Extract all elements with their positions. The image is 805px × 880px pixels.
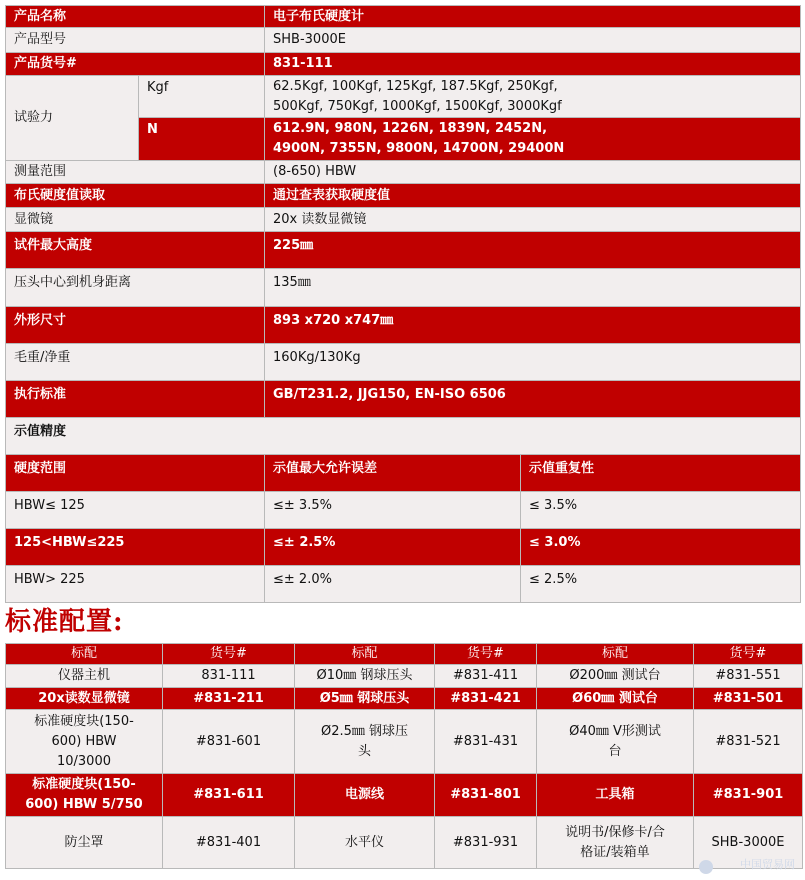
config-item: 20x读数显微镜 [6, 688, 163, 710]
accuracy-header-row [6, 455, 801, 492]
accuracy-row [6, 492, 801, 529]
config-item: 标准硬度块(150- 600) HBW 10/3000 [6, 710, 163, 774]
size-label: 外形尺寸 [6, 307, 265, 344]
config-row [6, 774, 803, 817]
kgf-value: 62.5Kgf, 100Kgf, 125Kgf, 187.5Kgf, 250Kgf, 500Kgf, 750Kgf, 1000Kgf, 1500Kgf, 3000Kgf [265, 76, 801, 118]
acc-error: ≤± 3.5% [265, 492, 521, 529]
config-row [6, 710, 803, 774]
config-table [5, 643, 803, 869]
config-item: 工具箱 [537, 774, 694, 817]
config-item: 说明书/保修卡/合 格证/装箱单 [537, 817, 694, 869]
config-item: 标准硬度块(150- 600) HBW 5/750 [6, 774, 163, 817]
weight-label: 毛重/净重 [6, 344, 265, 381]
height-value: 225㎜ [265, 232, 801, 269]
force-label: 试验力 [6, 76, 139, 161]
config-code: #831-401 [163, 817, 295, 869]
config-header-row [6, 644, 803, 665]
config-row [6, 665, 803, 688]
config-item: Ø2.5㎜ 钢球压 头 [295, 710, 435, 774]
config-code: #831-901 [694, 774, 803, 817]
spec-table [5, 5, 801, 603]
accuracy-title-row [6, 418, 801, 455]
weight-value: 160Kg/130Kg [265, 344, 801, 381]
name-value: 电子布氏硬度计 [265, 6, 801, 28]
config-header-cell: 货号# [435, 644, 537, 665]
acc-header-error: 示值最大允许误差 [265, 455, 521, 492]
watermark-logo-icon [699, 860, 713, 874]
config-code: #831-421 [435, 688, 537, 710]
config-code: 831-111 [163, 665, 295, 688]
config-code: #831-801 [435, 774, 537, 817]
config-code: #831-521 [694, 710, 803, 774]
config-header-cell: 标配 [295, 644, 435, 665]
model-label: 产品型号 [6, 28, 265, 53]
config-code: #831-931 [435, 817, 537, 869]
standard-value: GB/T231.2, JJG150, EN-ISO 6506 [265, 381, 801, 418]
config-item: Ø60㎜ 测试台 [537, 688, 694, 710]
config-code: #831-611 [163, 774, 295, 817]
acc-range: 125<HBW≤225 [6, 529, 265, 566]
acc-repeat: ≤ 3.0% [521, 529, 801, 566]
config-item: Ø10㎜ 钢球压头 [295, 665, 435, 688]
acc-repeat: ≤ 3.5% [521, 492, 801, 529]
height-label: 试件最大高度 [6, 232, 265, 269]
item-label: 产品货号# [6, 53, 265, 76]
spec-row-micro [6, 208, 801, 232]
config-row [6, 817, 803, 869]
reading-value: 通过查表获取硬度值 [265, 184, 801, 208]
config-code: #831-501 [694, 688, 803, 710]
watermark: 中国贸易网 [740, 858, 795, 871]
config-item: Ø5㎜ 钢球压头 [295, 688, 435, 710]
config-code: #831-411 [435, 665, 537, 688]
micro-label: 显微镜 [6, 208, 265, 232]
acc-error: ≤± 2.0% [265, 566, 521, 603]
range-label: 测量范围 [6, 161, 265, 184]
n-value: 612.9N, 980N, 1226N, 1839N, 2452N, 4900N, 7355N, 9800N, 14700N, 29400N [265, 118, 801, 161]
acc-error: ≤± 2.5% [265, 529, 521, 566]
accuracy-row [6, 566, 801, 603]
spec-row-height [6, 232, 801, 269]
spec-row-range [6, 161, 801, 184]
model-value: SHB-3000E [265, 28, 801, 53]
standard-config-heading: 标准配置: [5, 607, 124, 637]
range-value: (8-650) HBW [265, 161, 801, 184]
config-item: Ø200㎜ 测试台 [537, 665, 694, 688]
config-code: SHB-3000E [694, 817, 803, 869]
n-label: N [139, 118, 265, 161]
micro-value: 20x 读数显微镜 [265, 208, 801, 232]
reading-label: 布氏硬度值读取 [6, 184, 265, 208]
config-code: #831-431 [435, 710, 537, 774]
acc-range: HBW> 225 [6, 566, 265, 603]
config-code: #831-211 [163, 688, 295, 710]
spec-row-kgf [6, 76, 801, 118]
config-header-cell: 标配 [537, 644, 694, 665]
kgf-label: Kgf [139, 76, 265, 118]
acc-header-repeat: 示值重复性 [521, 455, 801, 492]
accuracy-title: 示值精度 [6, 418, 801, 455]
spec-row-name [6, 6, 801, 28]
config-item: 防尘罩 [6, 817, 163, 869]
spec-row-size [6, 307, 801, 344]
spec-row-item [6, 53, 801, 76]
config-item: 水平仪 [295, 817, 435, 869]
acc-repeat: ≤ 2.5% [521, 566, 801, 603]
standard-label: 执行标准 [6, 381, 265, 418]
config-header-cell: 货号# [694, 644, 803, 665]
distance-label: 压头中心到机身距离 [6, 269, 265, 307]
config-item: Ø40㎜ V形测试 台 [537, 710, 694, 774]
config-item: 电源线 [295, 774, 435, 817]
item-value: 831-111 [265, 53, 801, 76]
config-header-cell: 货号# [163, 644, 295, 665]
size-value: 893 x720 x747㎜ [265, 307, 801, 344]
acc-header-range: 硬度范围 [6, 455, 265, 492]
spec-row-model [6, 28, 801, 53]
config-header-cell: 标配 [6, 644, 163, 665]
accuracy-row [6, 529, 801, 566]
spec-row-standard [6, 381, 801, 418]
config-item: 仪器主机 [6, 665, 163, 688]
config-row [6, 688, 803, 710]
config-code: #831-601 [163, 710, 295, 774]
name-label: 产品名称 [6, 6, 265, 28]
spec-row-distance [6, 269, 801, 307]
spec-row-reading [6, 184, 801, 208]
spec-row-weight [6, 344, 801, 381]
distance-value: 135㎜ [265, 269, 801, 307]
acc-range: HBW≤ 125 [6, 492, 265, 529]
config-code: #831-551 [694, 665, 803, 688]
